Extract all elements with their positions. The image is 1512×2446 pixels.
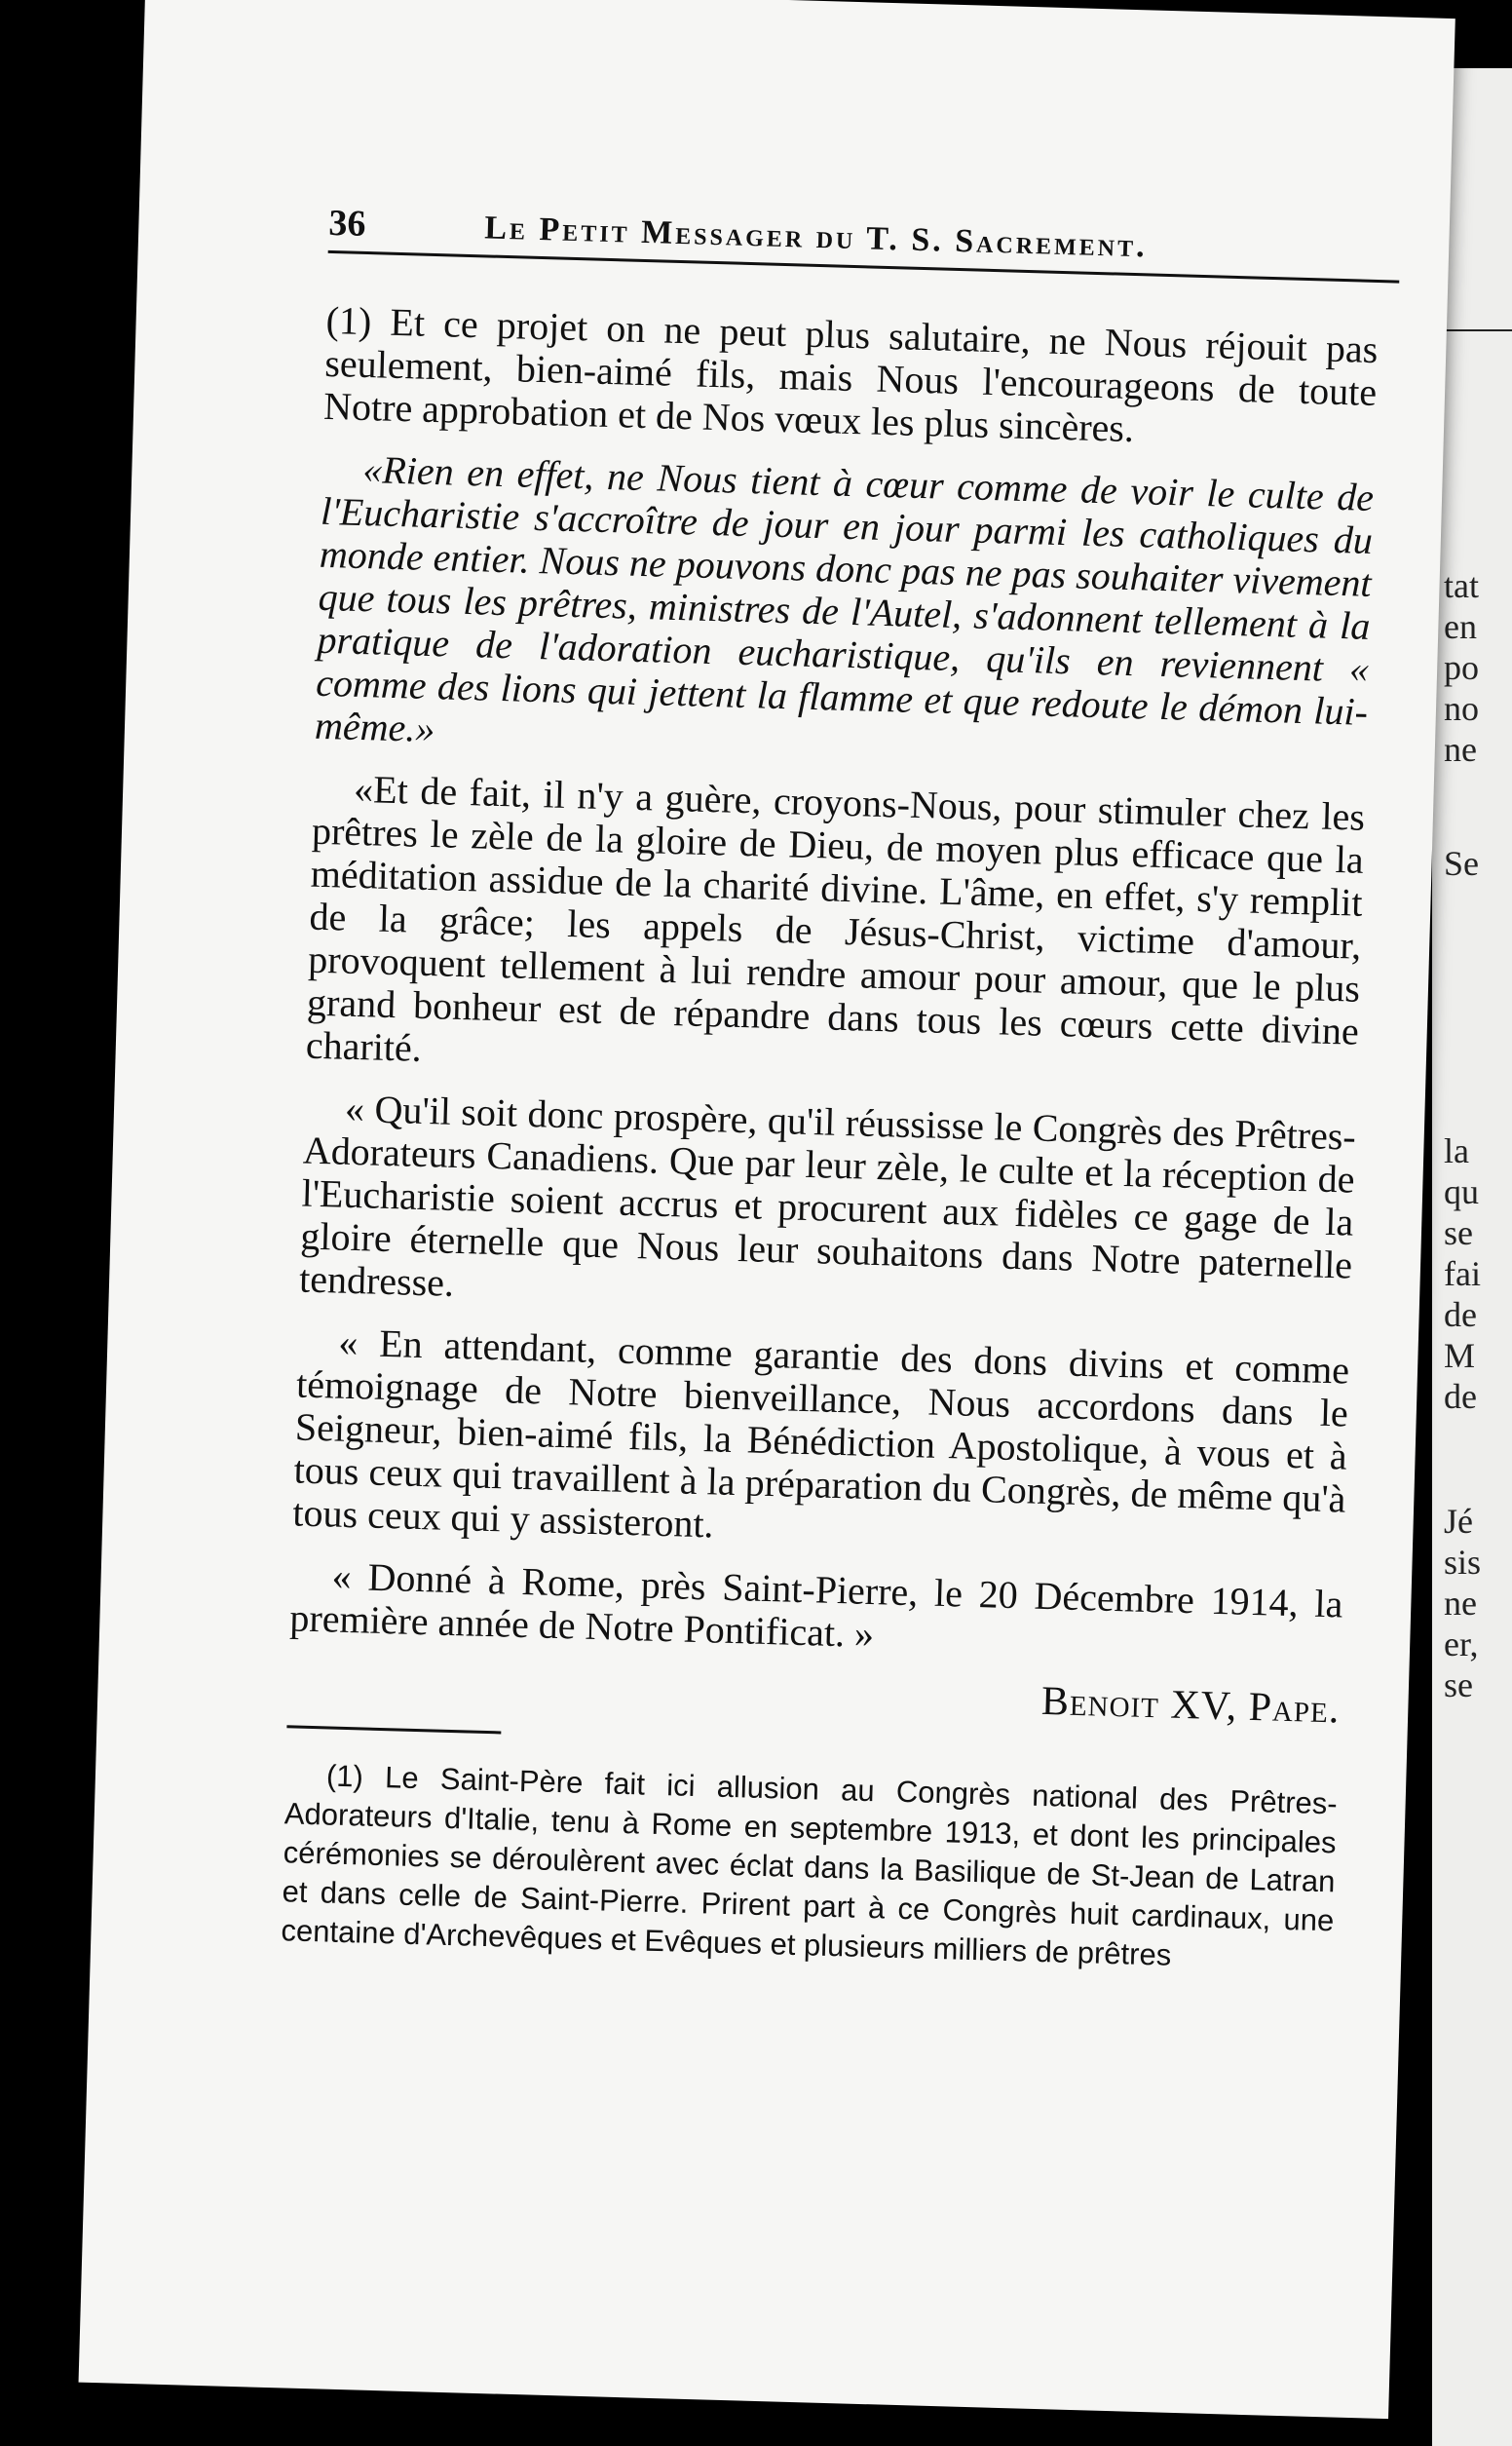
facing-fragment: fai <box>1444 1254 1481 1293</box>
facing-fragment: po <box>1444 648 1479 687</box>
facing-fragment: qu <box>1444 1172 1479 1211</box>
facing-fragment: se <box>1444 1213 1473 1252</box>
paragraph: (1) Et ce projet on ne peut plus salutaire, ne Nous réjouit pas seulement, bien-aimé fils, mais Nous l'encourageons de toute Notre approbation et de Nos vœux les plus sincères. <box>322 297 1379 451</box>
footnote-rule <box>286 1725 501 1734</box>
book-page <box>79 0 1455 2419</box>
facing-fragment: er, <box>1444 1624 1479 1663</box>
page-header <box>328 192 1401 277</box>
facing-fragment: de <box>1444 1295 1477 1334</box>
facing-fragment: Se <box>1444 844 1479 883</box>
page-number: 36 <box>327 202 367 245</box>
running-title: Le Petit Messager du T. S. Sacrement. <box>483 210 1149 265</box>
facing-page-rule <box>1444 329 1512 331</box>
facing-fragment: la <box>1444 1131 1469 1170</box>
facing-fragment: de <box>1444 1377 1477 1416</box>
paragraph: « En attendant, comme garantie des dons divins et comme témoignage de Notre bienveillance, Nous accordons dans le Seigneur, bien-aimé fils, la Bénédiction Apostolique, à vous et à tous ceux qui travaillent à la préparation du Congrès, de même qu'à tous ceux qui y assisteront. <box>291 1319 1350 1547</box>
paragraph: « Donné à Rome, près Saint-Pierre, le 20 Décembre 1914, la première année de Notre Pontificat. » <box>288 1553 1343 1657</box>
signature: Benoit XV, Pape. <box>1040 1678 1341 1733</box>
body-text <box>280 299 1378 1999</box>
facing-fragment: tat <box>1444 566 1479 605</box>
facing-page <box>1432 68 1512 2446</box>
facing-fragment: en <box>1444 607 1477 646</box>
paragraph: « Qu'il soit donc prospère, qu'il réussisse le Congrès des Prêtres-Adorateurs Canadiens. Que par leur zèle, le culte et la réception de l'Eucharistie soient accrus et procurent aux fidèles ce gage de la gloire éternelle que Nous leur souhaitons dans Notre paternelle tendresse. <box>298 1086 1357 1305</box>
facing-fragment: no <box>1444 689 1479 728</box>
facing-fragment: M <box>1444 1336 1476 1375</box>
footnote: (1) Le Saint-Père fait ici allusion au Congrès national des Prêtres-Adorateurs d'Italie, tenu à Rome en septembre 1913, et dont les principales cérémonies se déroulèrent avec éclat dans la Basilique de St-Jean de Latran et dans celle de Saint-Pierre. Prirent part à ce Congrès huit cardinaux, une centaine d'Archevêques et Evêques et plusieurs milliers de prêtres <box>281 1758 1339 1972</box>
paragraph: «Et de fait, il n'y a guère, croyons-Nous, pour stimuler chez les prêtres le zèle de la gloire de Dieu, de moyen plus efficace que la méditation assidue de la charité divine. L'âme, en effet, s'y remplit de la grâce; les appels de Jésus-Christ, victime d'amour, provoquent tellement à lui rendre amour pour amour, que le plus grand bonheur est de répandre dans tous les cœurs cette divine charité. <box>305 766 1366 1070</box>
facing-fragment: Jé <box>1444 1502 1473 1541</box>
facing-fragment: ne <box>1444 730 1477 769</box>
facing-fragment: se <box>1444 1665 1473 1704</box>
facing-fragment: ne <box>1444 1584 1477 1623</box>
paragraph-italic-quote: «Rien en effet, ne Nous tient à cœur comme de voir le culte de l'Eucharistie s'accroître de jour en jour parmi les catholiques du monde entier. Nous ne pouvons donc pas ne pas souhaiter vivement que tous les prêtres, ministres de l'Autel, s'adonnent tellement à la pratique de l'adoration eucharistique, qu'ils en reviennent « comme des lions qui jettent la flamme et que redoute le démon lui-même.» <box>314 446 1375 751</box>
facing-fragment: sis <box>1444 1543 1482 1582</box>
